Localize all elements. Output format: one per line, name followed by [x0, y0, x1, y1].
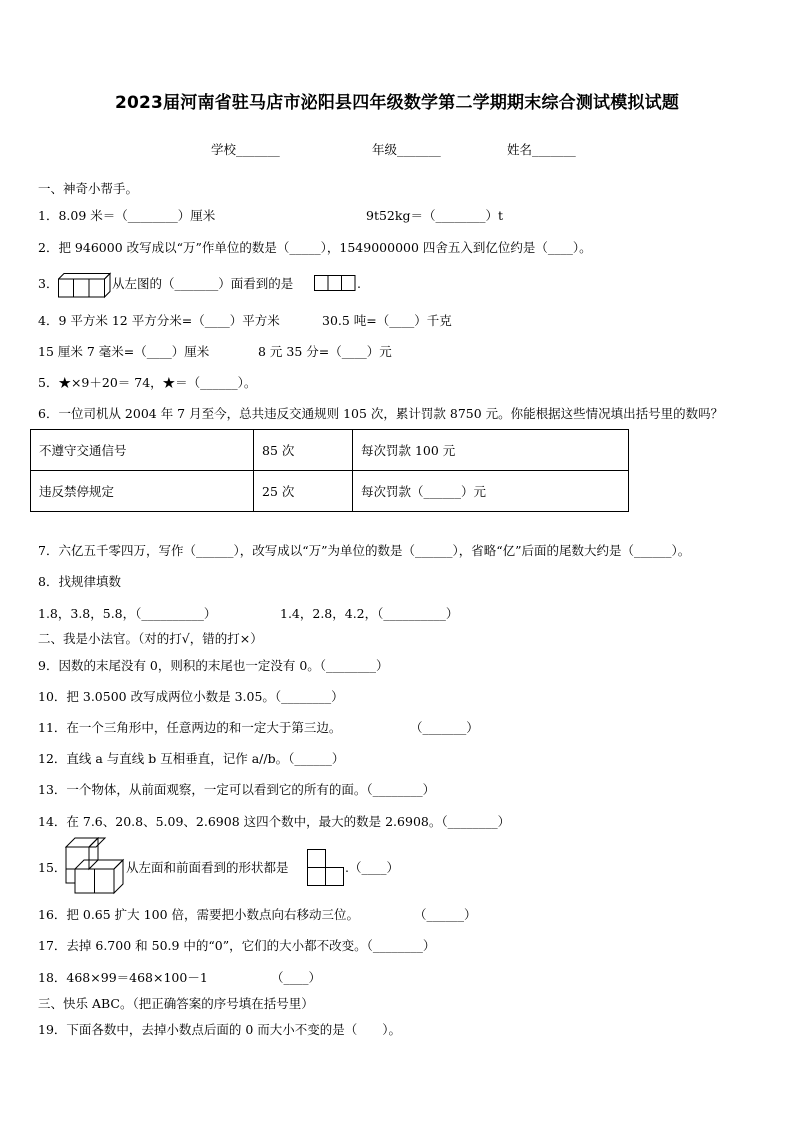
question-6: 6．一位司机从 2004 年 7 月至今，总共违反交通规则 105 次，累计罚款 8750 元。你能根据这些情况填出括号里的数吗？ [38, 406, 724, 421]
question-14: 14．在 7.6、20.8、5.09、2.6908 这四个数中，最大的数是 2.6908。（________） [38, 814, 511, 829]
question-2: 2．把 946000 改写成以“万”作单位的数是（_____），1549000000 四舍五入到亿位约是（____）。 [38, 240, 592, 255]
question-4a: 4．9 平方米 12 平方分米=（____）平方米 [38, 313, 280, 328]
question-7: 7．六亿五千零四万，写作（______），改写成以“万”为单位的数是（______），省略“亿”后面的尾数大约是（______）。 [38, 543, 691, 558]
section-2-heading: 二、我是小法官。（对的打√，错的打×） [38, 631, 263, 646]
question-15-text: 从左面和前面看到的形状都是 [126, 860, 289, 875]
question-4c: 15 厘米 7 毫米=（____）厘米 [38, 344, 210, 359]
question-3-end: . [357, 276, 361, 291]
section-1-heading: 一、神奇小帮手。 [38, 181, 139, 196]
question-6-table [30, 429, 629, 512]
question-5: 5．★×9＋20＝ 74，★＝（______）。 [38, 375, 257, 390]
table-row [31, 471, 629, 512]
question-11: 11．在一个三角形中，任意两边的和一定大于第三边。 [38, 720, 342, 735]
table-cell: 每次罚款（______）元 [353, 471, 629, 512]
question-13: 13．一个物体，从前面观察，一定可以看到它的所有的面。（________） [38, 782, 436, 797]
question-17: 17．去掉 6.700 和 50.9 中的“0”，它们的大小都不改变。（________） [38, 938, 436, 953]
table-cell: 25 次 [254, 471, 353, 512]
page-title: 2023届河南省驻马店市泌阳县四年级数学第二学期期末综合测试模拟试题 [114, 93, 680, 113]
question-16-blank[interactable]: （______） [414, 907, 477, 922]
cube-stack-icon [65, 837, 125, 895]
table-cell: 每次罚款 100 元 [353, 430, 629, 471]
question-4b: 30.5 吨=（____）千克 [322, 313, 452, 328]
question-8b: 1.4，2.8，4.2，（__________） [280, 606, 459, 621]
table-cell: 违反禁停规定 [31, 471, 254, 512]
question-10: 10．把 3.0500 改写成两位小数是 3.05。（________） [38, 689, 344, 704]
question-1a: 1．8.09 米＝（________）厘米 [38, 208, 216, 223]
question-9: 9．因数的末尾没有 0，则积的末尾也一定没有 0。（________） [38, 658, 389, 673]
question-3-number: 3． [38, 276, 59, 291]
section-3-heading: 三、快乐 ABC。（把正确答案的序号填在括号里） [38, 996, 314, 1011]
l-shape-squares-icon [307, 849, 345, 886]
table-row [31, 430, 629, 471]
question-19: 19．下面各数中，去掉小数点后面的 0 而大小不变的是（ ）。 [38, 1022, 402, 1037]
cube-row-icon [58, 271, 112, 299]
question-15-number: 15． [38, 860, 67, 875]
name-field[interactable]: 姓名_______ [507, 142, 576, 157]
table-cell: 不遵守交通信号 [31, 430, 254, 471]
table-cell: 85 次 [254, 430, 353, 471]
question-12: 12．直线 a 与直线 b 互相垂直，记作 a//b。（______） [38, 751, 345, 766]
question-1b: 9t52kg＝（________）t [366, 208, 503, 223]
question-3-text: 从左图的（_______）面看到的是 [112, 276, 294, 291]
three-squares-icon [314, 275, 356, 292]
question-4d: 8 元 35 分=（____）元 [258, 344, 392, 359]
question-8: 8．找规律填数 [38, 574, 121, 589]
question-8a: 1.8，3.8，5.8，（__________） [38, 606, 217, 621]
school-field[interactable]: 学校_______ [211, 142, 280, 157]
question-18: 18．468×99＝468×100－1 [38, 970, 208, 985]
question-15-end: .（____） [345, 860, 399, 875]
question-11-blank[interactable]: （_______） [410, 720, 479, 735]
question-18-blank[interactable]: （____） [271, 970, 322, 985]
question-16: 16．把 0.65 扩大 100 倍，需要把小数点向右移动三位。 [38, 907, 359, 922]
grade-field[interactable]: 年级_______ [372, 142, 441, 157]
